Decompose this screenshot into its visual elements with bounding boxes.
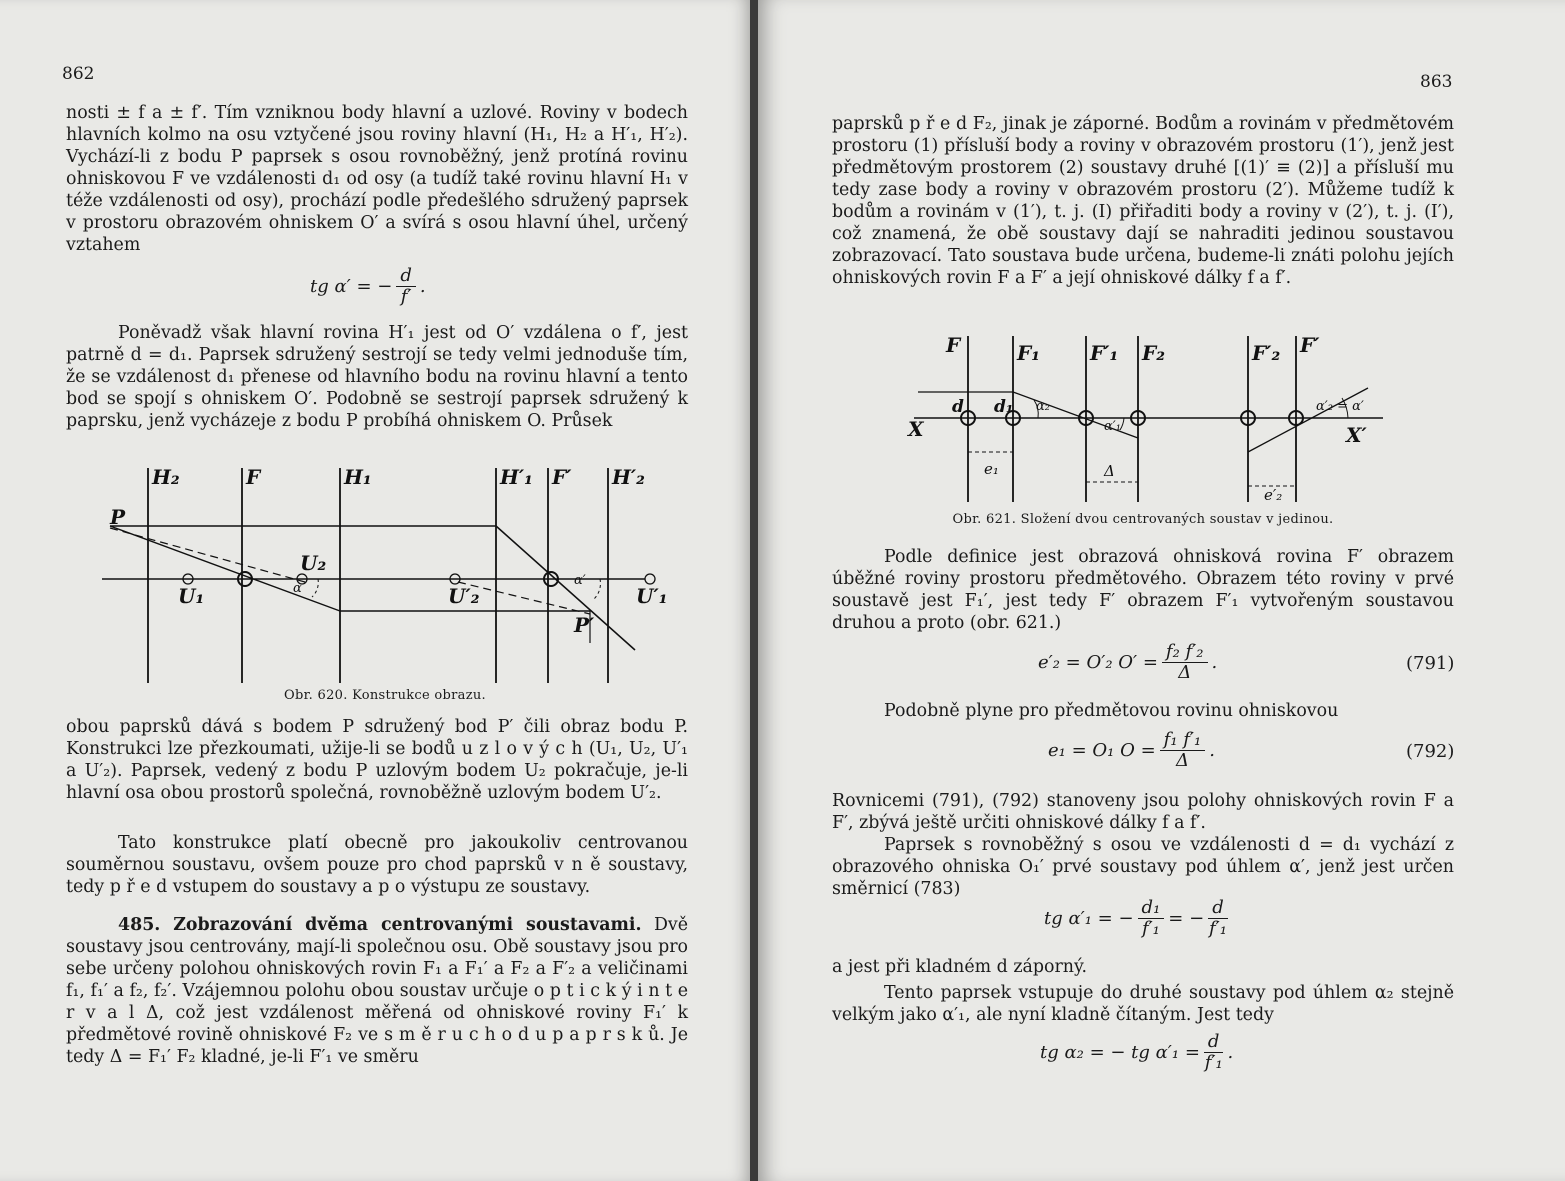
denominator: f′₁ <box>1141 918 1160 939</box>
label-alpha2: α₂ <box>1036 399 1050 414</box>
numerator: f₂ f′₂ <box>1162 642 1208 663</box>
label-alpha1p: α′₁ <box>1104 419 1121 434</box>
paragraph: a jest při kladném d záporný. <box>832 957 1088 977</box>
left-page <box>0 0 752 1181</box>
paragraph: obou paprsků dává s bodem P sdružený bod P′ čili obraz bodu P. Konstrukci lze přezkoumati, užije-li se bodů u z l o v ý c h (U₁, U₂, U′₁ a U′₂). Paprsek, vedený z bodu P uzlovým bodem U₂ pokračuje, je-li hlavní osa obou prostorů společná, rovnoběžně uzlovým bodem U′₂. <box>66 717 688 803</box>
equation-lhs: tg α′₁ = − <box>1044 908 1134 929</box>
label-f: F <box>246 465 261 489</box>
fraction <box>1160 730 1206 771</box>
numerator: f₁ f′₁ <box>1160 730 1206 751</box>
label-u2: U₂ <box>300 551 327 575</box>
page-number: 862 <box>62 64 95 84</box>
equation-783 <box>1044 898 1232 939</box>
fraction <box>1162 642 1208 683</box>
label-h1p: H′₁ <box>500 465 533 489</box>
paragraph: Tento paprsek vstupuje do druhé soustavy pod úhlem α₂ stejně velkým jako α′₁, ale nyní kladně čítaným. Jest tedy <box>832 983 1454 1025</box>
label-h2p: H′₂ <box>612 465 645 489</box>
label-pp: P′ <box>574 613 595 637</box>
paragraph: Poněvadž však hlavní rovina H′₁ jest od O′ vzdálena o f′, jest patrně d = d₁. Paprsek sdružený sestrojí se tedy velmi jednoduše tím, že se vzdálenost d₁ přenese od hlavního bodu na rovinu hlavní a tento bod se spojí s ohniskem O′. Podobně se sestrojí paprsek sdružený k paprsku, jenž vycházeje z bodu P probíhá ohniskem O. Průsek <box>66 323 688 431</box>
numerator: d₁ <box>1138 898 1165 919</box>
label-f1: F₁ <box>1017 341 1040 365</box>
equation-mid: = − <box>1168 908 1205 929</box>
label-p: P <box>110 505 126 529</box>
figure-621 <box>898 326 1398 506</box>
equation-last <box>1040 1032 1233 1073</box>
label-f2: F₂ <box>1142 341 1165 365</box>
equation-791: e′₂ = O′₂ O′ = $\frac{\text{f₂ f′₂}}{\Delta}$ . <box>1038 641 1218 683</box>
equation-end: . <box>1227 1042 1234 1063</box>
figure-caption: Obr. 620. Konstrukce obrazu. <box>283 688 486 703</box>
label-alpha2p: α′₂ = α′ <box>1316 399 1364 414</box>
label-u1: U₁ <box>178 584 205 608</box>
label-d1: d₁ <box>994 397 1014 417</box>
label-u2p: U′₂ <box>448 584 480 608</box>
paragraph: paprsků p ř e d F₂, jinak je záporné. Bodům a rovinám v předmětovém prostoru (1) přísluší body a roviny v obrazovém prostoru (1′), jenž jest předmětovým prostorem (2) soustavy druhé [(1)′ ≡ (2)] a přísluší mu tedy zase body a roviny v obrazovém prostoru (2′). Můžeme tudíž k bodům a rovinám v (1′), t. j. (I) přiřaditi body a roviny v (2′), t. j. (I′), což znamená, že obě soustavy dají se nahraditi jedinou soustavou zobrazovací. Tato soustava bude určena, budeme-li znáti polohu jejích ohniskových rovin F a F′ a její ohniskové dálky f a f′. <box>832 114 1454 288</box>
label-d: d <box>952 397 964 417</box>
label-f1p: F′₁ <box>1090 341 1119 365</box>
formula-tg-alpha: tg α′ = − $\frac{d}{f'}$ . <box>310 265 426 307</box>
label-xp: X′ <box>1346 423 1367 447</box>
numerator: d <box>1204 1032 1224 1053</box>
figure-caption: Obr. 621. Složení dvou centrovaných soustav v jedinou. <box>952 512 1334 527</box>
label-h2: H₂ <box>152 465 180 489</box>
fraction <box>396 266 416 307</box>
equation-number: (792) <box>1406 741 1455 762</box>
paragraph: Podle definice jest obrazová ohnisková rovina F′ obrazem úběžné roviny prostoru předmětového. Obrazem této roviny v prvé soustavě jest F₁′, jest tedy F′ obrazem F′₁ vytvořeným soustavou druhou a proto (obr. 621.) <box>832 547 1454 633</box>
equation-792: e₁ = O₁ O = $\frac{\text{f₁ f′₁}}{\Delta}$ . <box>1048 729 1215 771</box>
ray-through-fp <box>496 526 635 650</box>
point-u1p <box>645 574 655 584</box>
label-f: F <box>946 333 961 357</box>
label-alphap: α′ <box>574 573 586 588</box>
formula-lhs: tg α′ = − <box>310 276 393 297</box>
ray-nodal <box>110 528 305 582</box>
paragraph: Tato konstrukce platí obecně pro jakoukoliv centrovanou souměrnou soustavu, ovšem pouze pro chod paprsků v n ě soustavy, tedy p ř e d vstupem do soustavy a p o výstupu ze soustavy. <box>66 833 688 897</box>
section-heading: 485. Zobrazování dvěma centrovanými soustavami. <box>118 915 642 935</box>
equation-lhs: e′₂ = O′₂ O′ = <box>1038 652 1158 673</box>
denominator: f′₁ <box>1204 1052 1223 1073</box>
denominator: Δ <box>1178 662 1192 683</box>
label-e2p: e′₂ <box>1264 486 1283 504</box>
label-e1: e₁ <box>984 460 999 478</box>
denominator: f′₁ <box>1208 918 1227 939</box>
label-x: X <box>908 417 924 441</box>
paragraph-section-485 <box>66 914 688 1068</box>
right-page <box>758 0 1565 1181</box>
paragraph: Rovnicemi (791), (792) stanoveny jsou polohy ohniskových rovin F a F′, zbývá ještě určiti ohniskové dálky f a f′. <box>832 791 1454 833</box>
fraction <box>1138 898 1165 939</box>
page-number: 863 <box>1420 72 1453 92</box>
label-delta: Δ <box>1104 462 1115 480</box>
label-fp: F′ <box>1300 333 1320 357</box>
equation-lhs: e₁ = O₁ O = <box>1048 740 1156 761</box>
paragraph: Podobně plyne pro předmětovou rovinu ohniskovou <box>884 701 1339 721</box>
equation-number: (791) <box>1406 653 1455 674</box>
paragraph: Paprsek s rovnoběžný s osou ve vzdálenosti d = d₁ vychází z obrazového ohniska O₁′ prvé soustavy pod úhlem α′, jenž jest určen směrnicí (783) <box>832 835 1454 899</box>
numerator: d <box>1208 898 1228 919</box>
figure-620 <box>90 458 670 688</box>
label-alpha: α <box>293 581 302 596</box>
numerator: d <box>396 266 416 287</box>
equation-lhs: tg α₂ = − tg α′₁ = <box>1040 1042 1200 1063</box>
section-text: Dvě soustavy jsou centrovány, mají-li společnou osu. Obě soustavy jsou pro sebe určeny polohou ohniskových rovin F₁ a F₁′ a F₂ a F′₂ a veličinami f₁, f₁′ a f₂, f₂′. Vzájemnou polohu obou soustav určuje o p t i c k ý i n t e r v a l Δ, což jest vzdálenost měřená od ohniskové roviny F₁′ k předmětové rovině ohniskové F₂ ve s m ě r u c h o d u p a p r s k ů. Je tedy Δ = F₁′ F₂ kladné, je-li F′₁ ve směru <box>66 915 688 1067</box>
paragraph: nosti ± f a ± f′. Tím vzniknou body hlavní a uzlové. Roviny v bodech hlavních kolmo na osu vztyčené jsou roviny hlavní (H₁, H₂ a H′₁, H′₂). Vychází-li z bodu P paprsek s osou rovnoběžný, jenž protíná rovinu ohniskovou F ve vzdálenosti d₁ od osy (a tudíž také rovinu hlavní H₁ v téže vzdálenosti od osy), prochází podle předešlého sdružený paprsek v prostoru obrazovém ohniskem O′ a svírá s osou hlavní úhel, určený vztahem <box>66 103 688 255</box>
label-h1: H₁ <box>344 465 372 489</box>
denominator: f′ <box>400 286 412 307</box>
label-f2p: F′₂ <box>1252 341 1281 365</box>
fraction <box>1208 898 1228 939</box>
label-fp: F′ <box>552 465 572 489</box>
fraction <box>1204 1032 1224 1073</box>
denominator: Δ <box>1175 750 1189 771</box>
label-u1p: U′₁ <box>636 584 668 608</box>
